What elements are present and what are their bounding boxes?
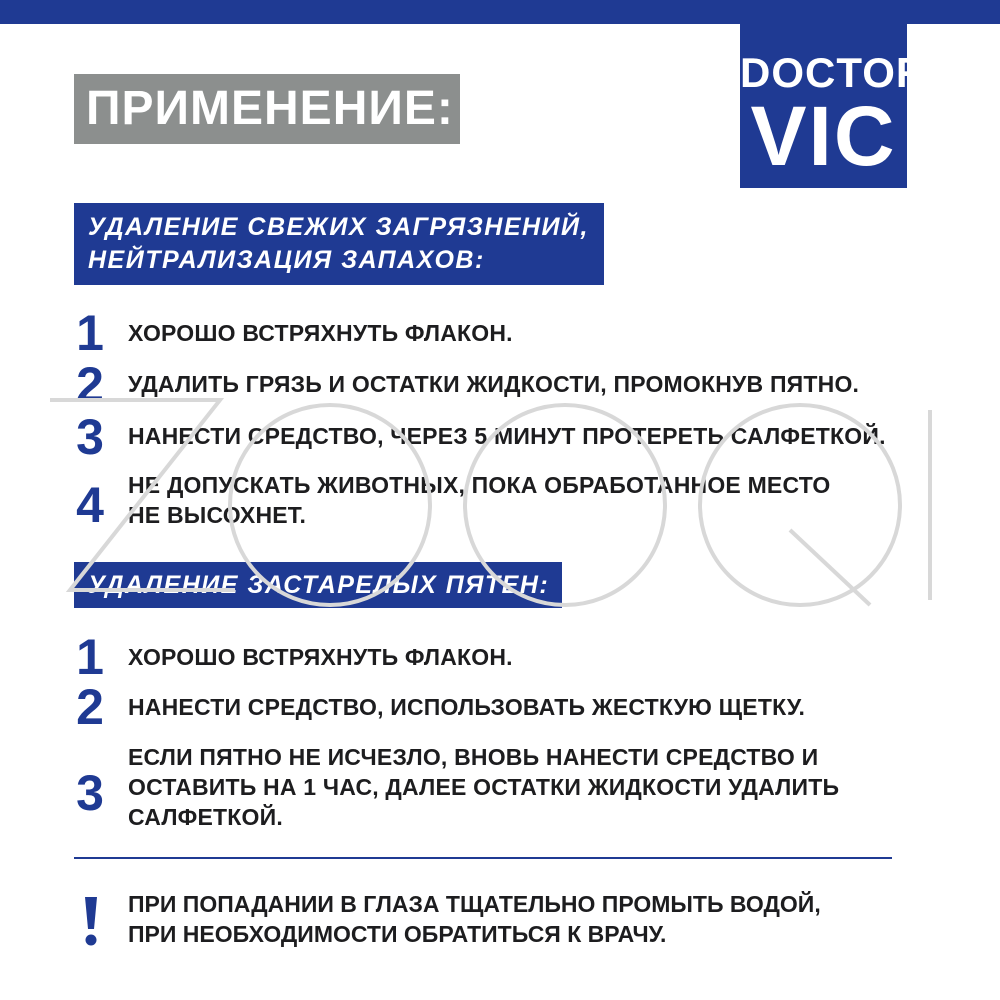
section-1-step-number: 1 [76, 305, 104, 361]
section-2-step-text [128, 742, 839, 832]
brand-line-2: VIC [750, 89, 897, 183]
brand-logo [740, 22, 928, 188]
divider [74, 857, 892, 859]
step-text-line: НЕ ДОПУСКАТЬ ЖИВОТНЫХ, ПОКА ОБРАБОТАННОЕ МЕСТО [128, 472, 831, 498]
section-1-step-number: 4 [76, 477, 104, 533]
section-2-step-number: 3 [76, 765, 104, 821]
top-accent-bar [0, 0, 1000, 24]
exclamation-icon [78, 889, 104, 949]
section-1-step-number: 2 [76, 357, 104, 413]
section-1-header-line-1: УДАЛЕНИЕ СВЕЖИХ ЗАГРЯЗНЕНИЙ, [88, 213, 589, 241]
section-1-step-number: 3 [76, 409, 104, 465]
section-1-step-text: УДАЛИТЬ ГРЯЗЬ И ОСТАТКИ ЖИДКОСТИ, ПРОМОКНУВ ПЯТНО. [128, 371, 860, 397]
section-2-step-number: 1 [76, 629, 104, 685]
step-text-line: ЕСЛИ ПЯТНО НЕ ИСЧЕЗЛО, ВНОВЬ НАНЕСТИ СРЕДСТВО И [128, 744, 819, 770]
section-2-header: УДАЛЕНИЕ ЗАСТАРЕЛЫХ ПЯТЕН: [74, 562, 562, 608]
page-title: ПРИМЕНЕНИЕ: [74, 74, 460, 144]
section-1-step-text: ХОРОШО ВСТРЯХНУТЬ ФЛАКОН. [128, 320, 513, 346]
section-1-step-text: НАНЕСТИ СРЕДСТВО, ЧЕРЕЗ 5 МИНУТ ПРОТЕРЕТЬ САЛФЕТКОЙ. [128, 423, 886, 449]
section-2-step-text: ХОРОШО ВСТРЯХНУТЬ ФЛАКОН. [128, 644, 513, 670]
warning-text [128, 889, 821, 949]
step-text-line: НЕ ВЫСОХНЕТ. [128, 502, 307, 528]
step-text-line: САЛФЕТКОЙ. [128, 804, 283, 830]
step-text-line: ОСТАВИТЬ НА 1 ЧАС, ДАЛЕЕ ОСТАТКИ ЖИДКОСТИ УДАЛИТЬ [128, 774, 840, 800]
warning-line-1: ПРИ ПОПАДАНИИ В ГЛАЗА ТЩАТЕЛЬНО ПРОМЫТЬ ВОДОЙ, [128, 891, 821, 917]
brand-line-1: DOCTOR [740, 49, 928, 96]
section-1-header [74, 203, 604, 285]
warning-line-2: ПРИ НЕОБХОДИМОСТИ ОБРАТИТЬСЯ К ВРАЧУ. [128, 921, 667, 947]
section-2-step-number: 2 [76, 679, 104, 735]
section-1-header-line-2: НЕЙТРАЛИЗАЦИЯ ЗАПАХОВ: [88, 246, 485, 274]
section-1-step-text [128, 470, 830, 530]
section-2-step-text: НАНЕСТИ СРЕДСТВО, ИСПОЛЬЗОВАТЬ ЖЕСТКУЮ ЩЕТКУ. [128, 694, 806, 720]
